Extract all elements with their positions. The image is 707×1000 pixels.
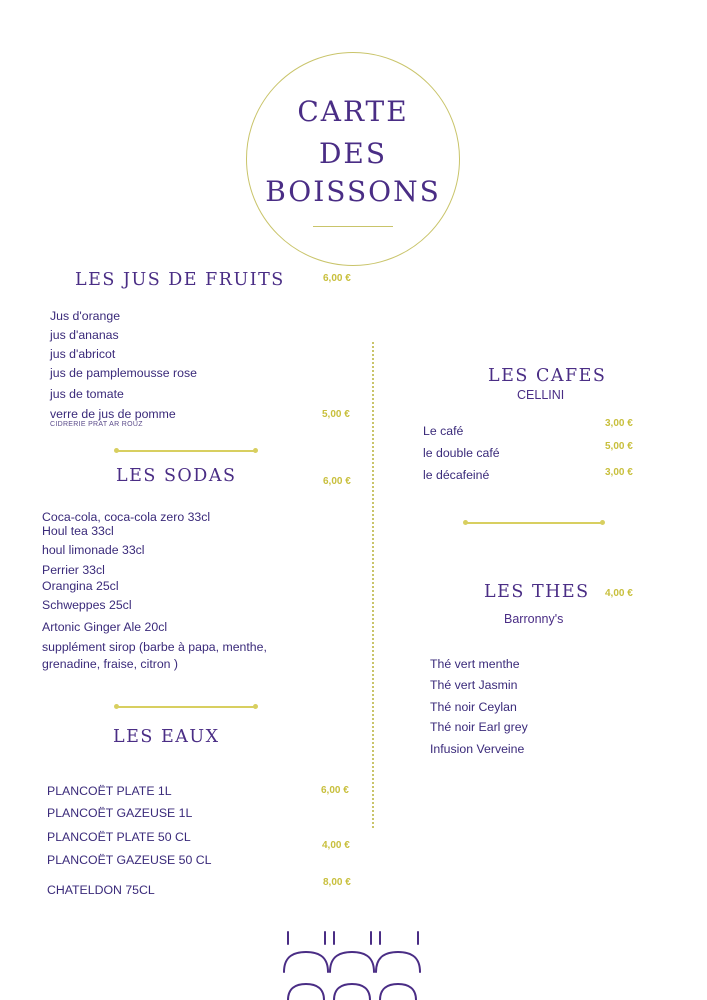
thes-item: Thé noir Ceylan bbox=[430, 700, 517, 714]
eaux-item: PLANCOËT GAZEUSE 1L bbox=[47, 806, 193, 820]
cafes-item: le décafeiné bbox=[423, 468, 490, 482]
sodas-item: Schweppes 25cl bbox=[42, 598, 132, 612]
cafes-price: 3,00 € bbox=[605, 467, 633, 478]
cafes-price: 5,00 € bbox=[605, 441, 633, 452]
sodas-item: Perrier 33cl bbox=[42, 563, 105, 577]
eaux-heading: LES EAUX bbox=[113, 727, 220, 747]
sodas-price: 6,00 € bbox=[323, 476, 351, 487]
sodas-item: houl limonade 33cl bbox=[42, 543, 145, 557]
thes-item: Thé vert menthe bbox=[430, 657, 520, 671]
jus-pomme-note: CIDRERIE PRAT AR ROUZ bbox=[50, 421, 143, 428]
eaux-price: 8,00 € bbox=[323, 877, 351, 888]
separator bbox=[116, 450, 256, 452]
jus-item: jus d'abricot bbox=[50, 347, 116, 361]
title-circle bbox=[246, 52, 460, 266]
sodas-heading: LES SODAS bbox=[116, 466, 237, 486]
thes-item: Thé vert Jasmin bbox=[430, 678, 518, 692]
bottles-decoration-icon bbox=[278, 924, 428, 1000]
jus-heading: LES JUS DE FRUITS bbox=[75, 270, 285, 290]
cafes-heading: LES CAFES bbox=[488, 366, 607, 386]
cafes-price: 3,00 € bbox=[605, 418, 633, 429]
sodas-item: Orangina 25cl bbox=[42, 579, 119, 593]
eaux-item: PLANCOËT PLATE 50 CL bbox=[47, 830, 191, 844]
title-line-1: CARTE bbox=[297, 95, 409, 128]
jus-item: jus de tomate bbox=[50, 387, 124, 401]
cafes-item: le double café bbox=[423, 446, 500, 460]
thes-item: Thé noir Earl grey bbox=[430, 720, 528, 734]
eaux-price: 4,00 € bbox=[322, 840, 350, 851]
jus-item: Jus d'orange bbox=[50, 309, 121, 323]
jus-pomme-price: 5,00 € bbox=[322, 409, 350, 420]
cafes-subtitle: CELLINI bbox=[517, 388, 565, 402]
title-line-2: DES bbox=[318, 137, 388, 170]
thes-subtitle: Barronny's bbox=[504, 612, 564, 626]
sodas-item: Artonic Ginger Ale 20cl bbox=[42, 620, 168, 634]
sodas-item: grenadine, fraise, citron ) bbox=[42, 657, 179, 671]
title-line-3: BOISSONS bbox=[265, 175, 441, 208]
eaux-price: 6,00 € bbox=[321, 785, 349, 796]
title-underline bbox=[313, 226, 393, 227]
jus-item: jus de pamplemousse rose bbox=[50, 366, 197, 380]
eaux-item: CHATELDON 75CL bbox=[47, 883, 155, 897]
separator bbox=[116, 706, 256, 708]
jus-item: verre de jus de pomme bbox=[50, 407, 176, 421]
sodas-item: supplément sirop (barbe à papa, menthe, bbox=[42, 640, 267, 654]
eaux-item: PLANCOËT GAZEUSE 50 CL bbox=[47, 853, 212, 867]
jus-price: 6,00 € bbox=[323, 273, 351, 284]
jus-item: jus d'ananas bbox=[50, 328, 119, 342]
column-divider bbox=[372, 342, 374, 828]
sodas-item: Houl tea 33cl bbox=[42, 524, 114, 538]
eaux-item: PLANCOËT PLATE 1L bbox=[47, 784, 172, 798]
sodas-item: Coca-cola, coca-cola zero 33cl bbox=[42, 510, 211, 524]
thes-item: Infusion Verveine bbox=[430, 742, 525, 756]
thes-heading: LES THES bbox=[484, 582, 590, 602]
separator bbox=[465, 522, 603, 524]
cafes-item: Le café bbox=[423, 424, 464, 438]
thes-price: 4,00 € bbox=[605, 588, 633, 599]
